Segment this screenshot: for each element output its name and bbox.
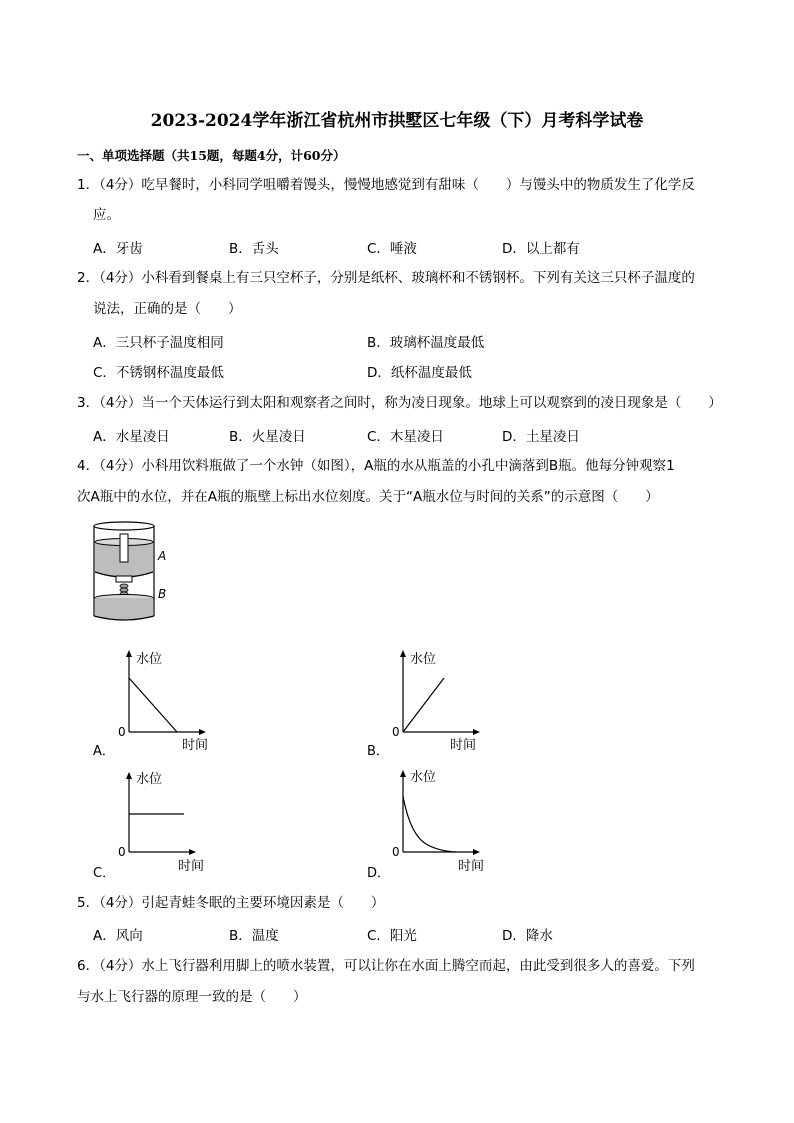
question-4-line-2: 次A瓶中的水位，并在A瓶的瓶壁上标出水位刻度。关于“A瓶水位与时间的关系”的示意图（ ） (77, 489, 659, 505)
graph-d-origin: 0 (392, 845, 400, 859)
graph-d-y-label: 水位 (410, 770, 437, 785)
graph-c-letter: C． (93, 866, 116, 881)
graph-a-letter: A． (93, 744, 115, 759)
question-3-line-1: 3．（4分）当一个天体运行到太阳和观察者之间时，称为凌日现象。地球上可以观察到的凌日现象是（ ） (77, 395, 722, 411)
question-2-option-d: D．纸杯温度最低 (367, 365, 472, 381)
question-3-option-d: D．土星凌日 (502, 429, 580, 445)
question-4-line-1: 4．（4分）小科用饮料瓶做了一个水钟（如图），A瓶的水从瓶盖的小孔中滴落到B瓶。他每分钟观察1 (77, 458, 675, 474)
graph-d-x-label: 时间 (458, 859, 485, 872)
graph-b-y-label: 水位 (410, 652, 437, 667)
graph-c-y-label: 水位 (136, 772, 163, 787)
graph-option-b (386, 648, 496, 750)
question-2-option-c: C．不锈钢杯温度最低 (93, 365, 224, 381)
graph-c-origin: 0 (118, 845, 126, 859)
graph-b-x-label: 时间 (450, 738, 477, 750)
graph-option-c (112, 768, 222, 872)
question-1-option-c: C．唾液 (367, 241, 417, 257)
graph-b-origin: 0 (392, 725, 400, 739)
graph-c-x-label: 时间 (178, 859, 205, 872)
question-1-line-1: 1．（4分）吃早餐时，小科同学咀嚼着馒头，慢慢地感觉到有甜味（ ）与馒头中的物质发生了化学反 (77, 177, 695, 193)
graph-a-origin: 0 (118, 725, 126, 739)
bottle-a-label: A (158, 549, 167, 563)
page-title: 2023-2024学年浙江省杭州市拱墅区七年级（下）月考科学试卷 (150, 111, 644, 131)
water-clock-diagram (90, 518, 180, 626)
graph-a-y-label: 水位 (136, 652, 163, 667)
graph-b-letter: B． (367, 744, 389, 759)
section-heading: 一、单项选择题（共15题，每题4分，计60分） (77, 148, 346, 163)
question-1-option-b: B．舌头 (229, 241, 279, 257)
question-2-option-b: B．玻璃杯温度最低 (367, 335, 485, 351)
question-1-option-a: A．牙齿 (93, 241, 143, 257)
question-1-line-2: 应。 (93, 207, 120, 223)
question-5-option-c: C．阳光 (367, 928, 417, 944)
bottle-b-label: B (158, 587, 167, 601)
question-5-option-b: B．温度 (229, 928, 279, 944)
graph-option-a (112, 648, 222, 750)
question-6-line-2: 与水上飞行器的原理一致的是（ ） (77, 989, 307, 1005)
question-5-option-a: A．风向 (93, 928, 143, 944)
question-6-line-1: 6．（4分）水上飞行器利用脚上的喷水装置，可以让你在水面上腾空而起，由此受到很多人的喜爱。下列 (77, 958, 695, 974)
graph-a-x-label: 时间 (182, 738, 209, 750)
question-2-line-1: 2．（4分）小科看到餐桌上有三只空杯子，分别是纸杯、玻璃杯和不锈钢杯。下列有关这三只杯子温度的 (77, 270, 695, 286)
question-3-option-c: C．木星凌日 (367, 429, 444, 445)
question-3-option-a: A．水星凌日 (93, 429, 170, 445)
question-3-option-b: B．火星凌日 (229, 429, 306, 445)
question-5-line-1: 5．（4分）引起青蛙冬眠的主要环境因素是（ ） (77, 895, 385, 911)
graph-d-letter: D． (367, 866, 391, 881)
question-2-line-2: 说法，正确的是（ ） (93, 301, 242, 317)
question-1-option-d: D．以上都有 (502, 241, 580, 257)
question-5-option-d: D．降水 (502, 928, 553, 944)
graph-option-d (386, 766, 496, 872)
question-2-option-a: A．三只杯子温度相同 (93, 335, 224, 351)
